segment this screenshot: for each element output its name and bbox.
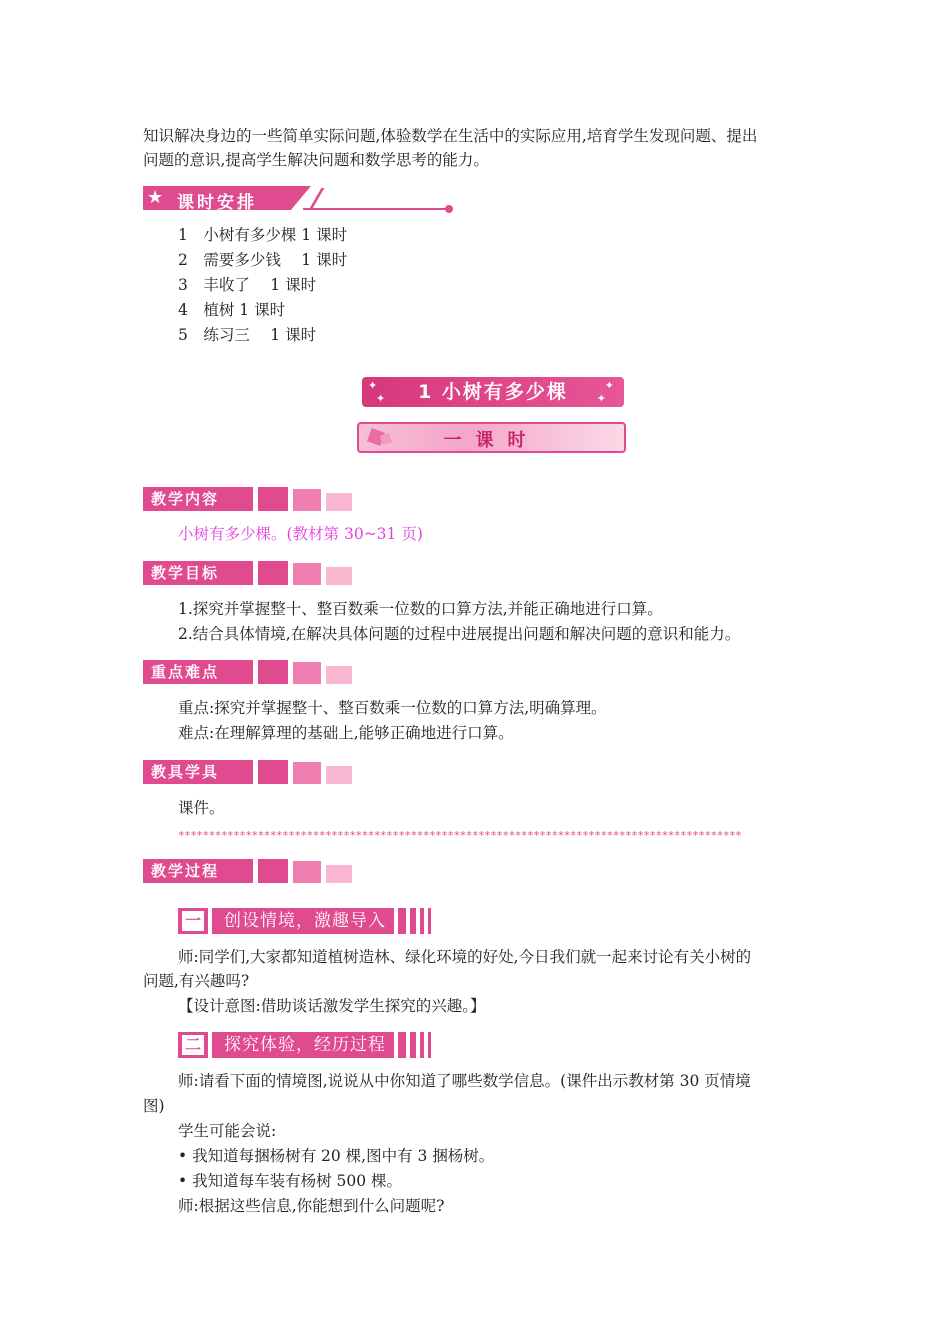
section-tag-content: [143, 487, 353, 511]
step-number: 二: [182, 1035, 204, 1055]
sparkle-icon: ✦: [596, 392, 608, 405]
goal-item: 1.探究并掌握整十、整百数乘一位数的口算方法,并能正确地进行口算。: [178, 600, 663, 618]
step-number: 一: [182, 911, 204, 931]
content-text: 小树有多少棵。(教材第 30~31 页): [178, 525, 423, 543]
tools-text: 课件。: [178, 799, 225, 817]
step-header-1: [178, 908, 436, 934]
period-banner: [357, 422, 626, 453]
section-tag-label: 重点难点: [143, 660, 253, 684]
schedule-header-label: 课时安排: [177, 193, 257, 213]
period-label: 一课时: [443, 430, 540, 451]
star-divider: ********************************************************************************************: [178, 829, 742, 842]
intro-line-2: 问题的意识,提高学生解决问题和数学思考的能力。: [143, 151, 489, 169]
step2-student-intro: 学生可能会说:: [178, 1122, 277, 1140]
sparkle-icon: ✦: [604, 379, 616, 392]
schedule-item: 4 植树 1 课时: [178, 301, 286, 319]
step-header-2: [178, 1032, 436, 1058]
section-tag-label: 教学目标: [143, 561, 253, 585]
lesson-title-banner: [362, 377, 624, 407]
step-title: 创设情境，激趣导入: [212, 908, 394, 934]
section-tag-goals: [143, 561, 353, 585]
section-tag-process: [143, 859, 353, 883]
step2-question: 师:根据这些信息,你能想到什么问题呢?: [178, 1197, 445, 1215]
step2-paragraph-cont: 图): [143, 1097, 165, 1115]
step-title: 探究体验，经历过程: [212, 1032, 394, 1058]
difficult-point-text: 难点:在理解算理的基础上,能够正确地进行口算。: [178, 724, 514, 742]
star-icon: ★: [147, 187, 164, 208]
goal-item: 2.结合具体情境,在解决具体问题的过程中进展提出问题和解决问题的意识和能力。: [178, 625, 741, 643]
section-tag-keypoints: [143, 660, 353, 684]
schedule-item: 2 需要多少钱 1 课时: [178, 251, 348, 269]
step2-bullet: • 我知道每车装有杨树 500 棵。: [178, 1172, 403, 1190]
sparkle-icon: ✦: [376, 392, 388, 405]
intro-line-1: 知识解决身边的一些简单实际问题,体验数学在生活中的实际应用,培育学生发现问题、提出: [143, 127, 758, 145]
section-tag-label: 教学过程: [143, 859, 253, 883]
section-tag-tools: [143, 760, 353, 784]
key-point-text: 重点:探究并掌握整十、整百数乘一位数的口算方法,明确算理。: [178, 699, 607, 717]
lesson-title: 1 小树有多少棵: [418, 381, 568, 403]
step2-bullet: • 我知道每捆杨树有 20 棵,图中有 3 捆杨树。: [178, 1147, 495, 1165]
section-tag-label: 教学内容: [143, 487, 253, 511]
schedule-item: 5 练习三 1 课时: [178, 326, 317, 344]
step1-paragraph: 师:同学们,大家都知道植树造林、绿化环境的好处,今日我们就一起来讨论有关小树的: [178, 948, 752, 966]
schedule-item: 1 小树有多少棵 1 课时: [178, 226, 348, 244]
step1-paragraph-cont: 问题,有兴趣吗?: [143, 972, 250, 990]
schedule-item: 3 丰收了 1 课时: [178, 276, 317, 294]
step2-paragraph: 师:请看下面的情境图,说说从中你知道了哪些数学信息。(课件出示教材第 30 页情境: [178, 1072, 751, 1090]
section-tag-label: 教具学具: [143, 760, 253, 784]
schedule-header: [143, 186, 455, 214]
design-intent: 【设计意图:借助谈话激发学生探究的兴趣。】: [178, 997, 486, 1015]
sparkle-icon: ✦: [368, 379, 380, 392]
